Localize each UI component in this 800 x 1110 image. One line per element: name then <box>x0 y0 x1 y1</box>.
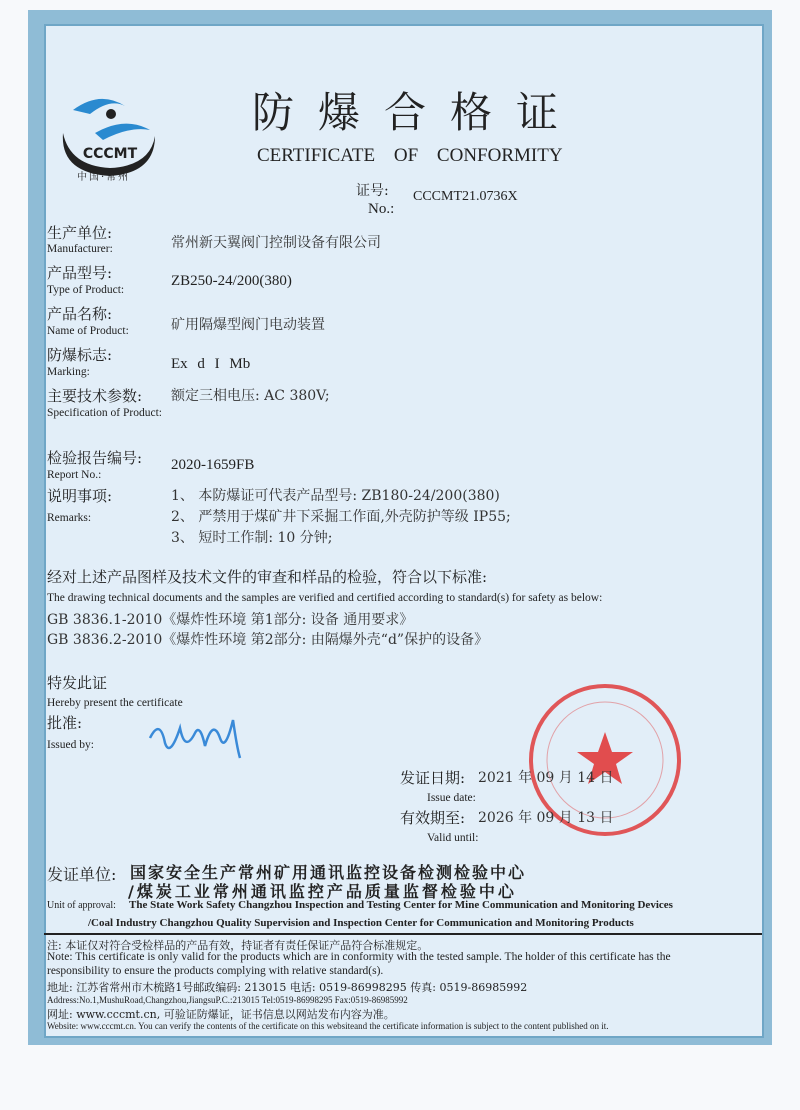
valid-until-label-en: Valid until: <box>427 832 479 844</box>
spec-label: 主要技术参数: <box>47 387 143 405</box>
website-cn: 网址: www.cccmt.cn, 可验证防爆证，证书信息以网站发布内容为准。 <box>47 1008 395 1021</box>
page-title: 防爆合格证 <box>252 88 583 137</box>
unit-line1-en: The State Work Safety Changzhou Inspection and Testing Center for Mine Communication and Monitoring Devices <box>129 899 673 911</box>
divider <box>44 933 762 935</box>
manufacturer-label: 生产单位: <box>47 224 113 242</box>
unit-line1-cn: 国家安全生产常州矿用通讯监控设备检测检验中心 <box>130 863 527 882</box>
cert-no-label-en: No.: <box>368 201 395 217</box>
standards-intro-en: The drawing technical documents and the samples are verified and certified according to standard(s) for safety as below: <box>47 592 603 604</box>
cert-no-label-cn: 证号: <box>356 183 389 199</box>
remarks-label: 说明事项: <box>47 487 113 505</box>
note-cn: 注: 本证仅对符合受检样品的产品有效，持证者有责任保证产品符合标准规定。 <box>47 939 429 952</box>
marking-label: 防爆标志: <box>47 346 113 364</box>
unit-line2-en: /Coal Industry Changzhou Quality Supervision and Inspection Center for Communication and Monitoring Products <box>88 917 634 929</box>
issue-date-label: 发证日期: <box>400 769 466 787</box>
address-cn: 地址: 江苏省常州市木梳路1号邮政编码: 213015 电话: 0519-86998295 传真: 0519-86985992 <box>47 981 528 994</box>
report-label-en: Report No.: <box>47 469 102 481</box>
name-label-en: Name of Product: <box>47 325 129 337</box>
valid-until-value: 2026 年 09 月 13 日 <box>478 810 614 826</box>
report-value: 2020-1659FB <box>171 457 255 473</box>
remark-item: 3、 短时工作制: 10 分钟; <box>171 530 333 546</box>
cert-no-value: CCCMT21.0736X <box>413 189 518 204</box>
standard-item: GB 3836.2-2010《爆炸性环境 第2部分: 由隔爆外壳“d”保护的设备》 <box>47 632 489 648</box>
standard-item: GB 3836.1-2010《爆炸性环境 第1部分: 设备 通用要求》 <box>47 612 414 628</box>
remark-item: 1、 本防爆证可代表产品型号: ZB180-24/200(380) <box>171 488 500 504</box>
marking-label-en: Marking: <box>47 366 90 378</box>
logo-location: 中国·常州 <box>77 172 131 183</box>
name-label: 产品名称: <box>47 305 113 323</box>
type-value: ZB250-24/200(380) <box>171 273 292 289</box>
page-subtitle: CERTIFICATE OF CONFORMITY <box>257 145 563 166</box>
type-label-en: Type of Product: <box>47 284 125 296</box>
note-en: Note: This certificate is only valid for the products which are in conformity with the tested sample. The holder of this certificate has the <box>47 951 671 963</box>
standards-intro-cn: 经对上述产品图样及技术文件的审查和样品的检验，符合以下标准: <box>47 568 488 586</box>
hereby-en: Hereby present the certificate <box>47 697 183 709</box>
issue-date-label-en: Issue date: <box>427 792 476 804</box>
issued-by-label-en: Issued by: <box>47 739 94 751</box>
manufacturer-value: 常州新天翼阀门控制设备有限公司 <box>171 235 381 251</box>
address-en: Address:No.1,MushuRoad,Changzhou,JiangsuP.C.:213015 Tel:0519-86998295 Fax:0519-86985992 <box>47 995 408 1005</box>
signature <box>145 708 245 767</box>
remark-item: 2、 严禁用于煤矿井下采掘工作面,外壳防护等级 IP55; <box>171 509 511 525</box>
hereby-cn: 特发此证 <box>47 674 108 692</box>
unit-line2-cn: /煤炭工业常州通讯监控产品质量监督检验中心 <box>128 882 517 901</box>
unit-label-cn: 发证单位: <box>47 865 117 884</box>
valid-until-label: 有效期至: <box>400 809 466 827</box>
unit-label-en: Unit of approval: <box>47 900 116 911</box>
remarks-label-en: Remarks: <box>47 512 92 524</box>
svg-text:CCCMT: CCCMT <box>82 146 138 162</box>
issue-date-value: 2021 年 09 月 14 日 <box>478 770 614 786</box>
name-value: 矿用隔爆型阀门电动装置 <box>171 317 325 333</box>
note-en-2: responsibility to ensure the products complying with relative standard(s). <box>47 965 384 977</box>
spec-label-en: Specification of Product: <box>47 407 162 419</box>
marking-value: Ex d I Mb <box>171 356 251 372</box>
issued-by-label: 批准: <box>47 714 83 732</box>
website-en: Website: www.cccmt.cn. You can verify the contents of the certificate on this websiteand the certificate information is subject to the content published on it. <box>47 1021 609 1031</box>
manufacturer-label-en: Manufacturer: <box>47 243 113 255</box>
spec-value: 额定三相电压: AC 380V; <box>171 388 330 404</box>
type-label: 产品型号: <box>47 264 113 282</box>
report-label: 检验报告编号: <box>47 449 143 467</box>
